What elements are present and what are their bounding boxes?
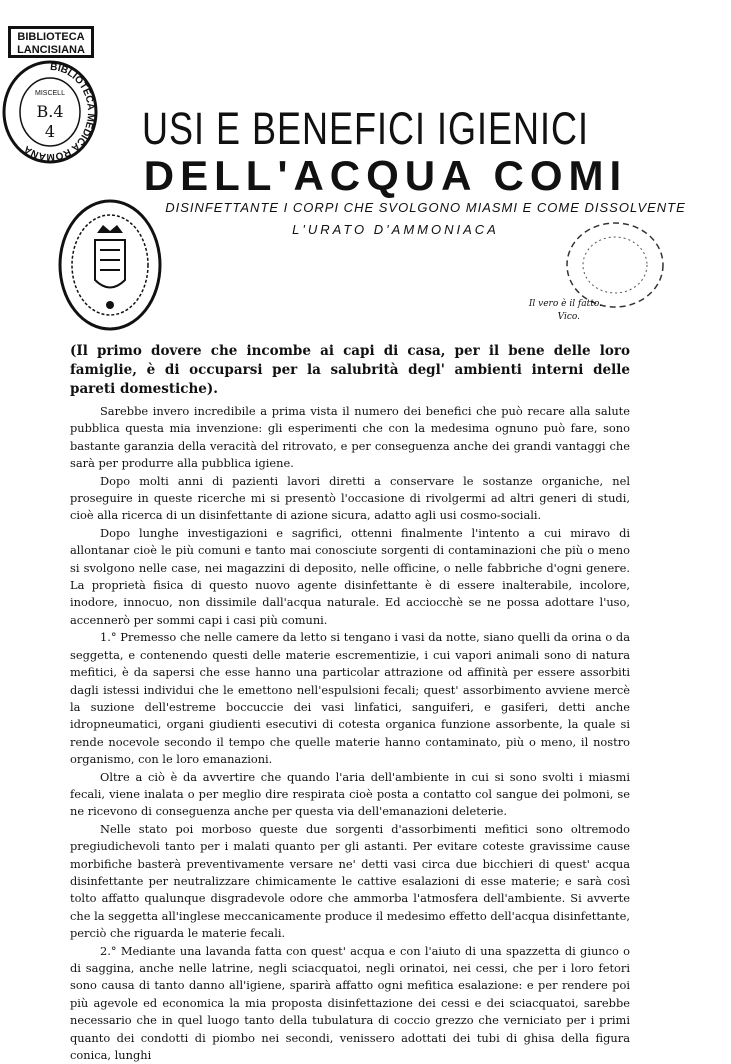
subtitle-line1: DISINFETTANTE I CORPI CHE SVOLGONO MIASMI E COME DISSOLVENTE xyxy=(165,200,686,215)
shelf-mark-label: MISCELL xyxy=(35,90,65,97)
paragraph: Nelle stato poi morboso queste due sorgenti d'assorbimenti mefitici sono oltremodo pregiudichevoli tanto per i malati quanto per gli astanti. Per evitare coteste gravissime cause morbifiche basterà preventivamente versare ne' detti vasi circa due bicchieri di quest' acqua disinfettante per neutralizzare chimicamente le cattive esalazioni di esse materie; e sarà così tolto affatto qualunque disgradevole odore che ammorba l'atmosfera dell'ambiente. Si avverte che la seggetta all'inglese meccanicamente produce il medesimo effetto dell'acqua disinfettante, perciò che riguarda le materie fecali. xyxy=(70,821,630,941)
page-title-line1: USI E BENEFICI IGIENICI xyxy=(141,102,590,154)
shelf-mark-b: B.4 xyxy=(36,102,64,121)
paragraph: Sarebbe invero incredibile a prima vista il numero dei benefici che può recare alla salute pubblica questa mia invenzione: gli esperimenti che con la medesima ognuno può fare, sono bastante garanzia della veracità del ritrovato, e per conseguenza anche dei grandi vantaggi che sarà per produrre alla pubblica igiene. xyxy=(70,404,630,471)
paragraph: Dopo molti anni di pazienti lavori diretti a conservare le sostanze organiche, nel proseguire in queste ricerche mi si presentò l'occasione di rivolgermi ad altri generi di studi, cioè alla ricerca di un disinfettante di azione sicura, adatto agli usi cosmo-sociali. xyxy=(70,473,630,523)
paragraph: Dopo lunghe investigazioni e sagrifici, ottenni finalmente l'intento a cui miravo di allontanar cioè le più comuni e tanto mai conosciute sorgenti di contaminazioni che più o meno si svolgono nelle case, nei magazzini di deposito, nelle officine, o nelle fabbriche d'ogni genere. La proprietà fisica di questo nuovo agente disinfettante è di essere inalterabile, incolore, inodore, innocuo, non dissimile dall'acqua naturale. Ed acciocchè se ne possa adottare l'uso, accennerò per sommi capi i casi più comuni. xyxy=(70,525,630,627)
paragraph: Oltre a ciò è da avvertire che quando l'aria dell'ambiente in cui si sono svolti i miasmi fecali, viene inalata o per meglio dire respirata cioè posta a contatto col sangue dei polmoni, se ne ricevono di conseguenza anche per questa via dell'emanazioni deleterie. xyxy=(70,769,630,819)
paragraph: 1.° Premesso che nelle camere da letto si tengano i vasi da notte, siano quelli da orina o da seggetta, e contenendo questi delle materie escrementizie, i cui vapori animali sono di natura mefitici, è da sapersi che esse hanno una particolar attrazione od affinità per essere assorbiti dagli istessi individui che le emettono nell'espulsioni fecali; quest' assorbimento avviene mercè la suzione dell'estreme boccuccie dei vasi linfatici, sanguiferi, e gasiferi, detti anche idropneumatici, organi giudienti esecutivi di cotesta organica funzione assorbente, la quale si rende nocevole secondo il tempo che quelle materie hanno contaminato, più o meno, il nostro organismo, con le loro emanazioni. xyxy=(70,630,630,767)
body-text xyxy=(70,403,630,1064)
library-label-stamp xyxy=(8,26,94,58)
library-label-line1: BIBLIOTECA xyxy=(17,31,85,43)
library-label-line2: LANCISIANA xyxy=(17,44,85,56)
epigraph-author: Vico. xyxy=(557,312,580,322)
intro-statement: (Il primo dovere che incombe ai capi di casa, per il bene delle loro famiglie, è di occuparsi per la salubrità degl' ambienti interni delle pareti domestiche). xyxy=(70,343,630,397)
paragraph: 2.° Mediante una lavanda fatta con quest' acqua e con l'aiuto di una spazzetta di giunco o di saggina, anche nelle latrine, negli sciacquatoi, negli orinatoi, nei cessi, che per i loro fetori sono causa di tanto danno all'igiene, sparirà affatto ogni mefitica esalazione: e per rendere poi più agevole ed economica la mia proposta disinfettazione dei cessi e dei sciacquatoi, sarebbe necessario che in quel luogo tanto della tubulatura di coccio grezzo che verniciato per i primi quanto dei condotti di piombo nei secondi, venissero adottati dei tubi di ghisa della figura conica, lunghi xyxy=(70,943,630,1063)
epigraph xyxy=(482,298,602,324)
epigraph-text: Il vero è il fatto. xyxy=(528,299,602,309)
shelf-mark-number: 4 xyxy=(44,122,56,141)
page-title-line2: DELL'ACQUA COMI xyxy=(143,152,628,199)
coat-of-arms-stamp-icon xyxy=(55,195,165,335)
circle-stamp-text: BIBLIOTECA MEDICA ROMANA xyxy=(22,61,97,163)
subtitle-line2: L'URATO D'AMMONIACA xyxy=(292,222,499,237)
